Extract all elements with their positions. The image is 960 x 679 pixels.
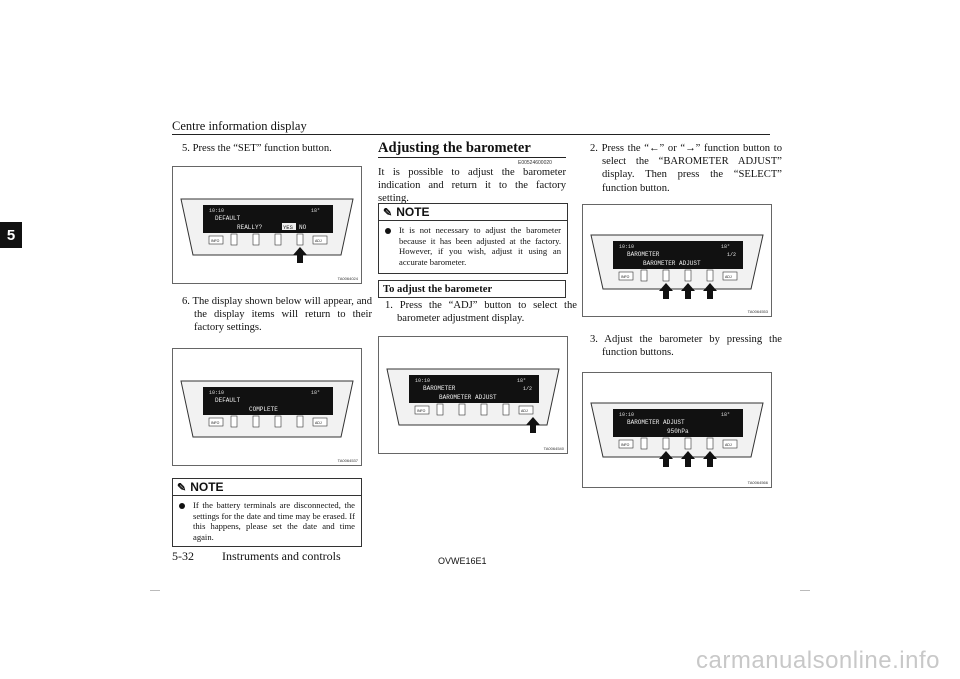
crop-mark — [800, 590, 810, 591]
display-line2: COMPLETE — [249, 406, 278, 413]
display-clock: 10:10 — [209, 208, 225, 214]
display-line1: DEFAULT — [215, 215, 241, 222]
note-text: It is not necessary to adjust the barometer because it has been adjusted at the factory. However, if you wish, adjust it using an accurate barometer. — [399, 225, 561, 267]
display-temp: 18° — [721, 412, 731, 418]
display-page: 1/2 — [727, 252, 737, 258]
display-clock: 10:10 — [619, 244, 635, 250]
figure-code: TA0064566 — [747, 480, 768, 485]
step-5: 5. Press the “SET” function button. — [182, 143, 332, 154]
header-rule — [172, 134, 770, 135]
figure-barometer-adjust-select — [582, 204, 772, 317]
section-code: E00524600020 — [518, 160, 552, 166]
figure-code: TA0064537 — [337, 458, 358, 463]
display-line1: BAROMETER — [627, 251, 660, 258]
display-yes: YES — [283, 224, 293, 231]
display-clock: 10:10 — [619, 412, 635, 418]
note-text: If the battery terminals are disconnected, the settings for the date and time may be erased. If this happens, please set the date and time again. — [193, 500, 355, 542]
display-line2: BAROMETER ADJUST — [439, 394, 497, 401]
display-illustration — [583, 373, 771, 487]
footer-section: Instruments and controls — [222, 549, 341, 563]
display-page: 1/2 — [523, 386, 533, 392]
display-temp: 18° — [721, 244, 731, 250]
adj-button: ADJ — [725, 443, 732, 447]
note-box-accuracy — [378, 203, 568, 274]
figure-code: TA0064553 — [747, 309, 768, 314]
note-body — [379, 221, 567, 271]
figure-barometer-select — [378, 336, 568, 454]
note-label: NOTE — [190, 480, 224, 494]
info-button: INFO — [621, 275, 630, 279]
adj-button: ADJ — [725, 275, 732, 279]
display-temp: 18° — [517, 378, 527, 384]
display-illustration — [379, 337, 567, 453]
note-label: NOTE — [396, 205, 430, 219]
step-2: 2. Press the “←” or “→” function button to select the “BAROMETER ADJUST” display. Then press the “SELECT” function button. — [590, 143, 782, 194]
display-temp: 18° — [311, 390, 321, 396]
figure-barometer-value — [582, 372, 772, 488]
display-line2: BAROMETER ADJUST — [643, 260, 701, 267]
bullet-icon — [385, 228, 391, 234]
watermark: carmanualsonline.info — [696, 647, 940, 674]
info-button: INFO — [211, 421, 220, 425]
figure-default-really — [172, 166, 362, 284]
note-body — [173, 496, 361, 546]
display-illustration — [173, 349, 361, 465]
info-button: INFO — [211, 239, 220, 243]
page-number: 5-32 — [172, 549, 194, 563]
figure-code: TA0064024 — [337, 276, 358, 281]
note-icon: ✎ — [177, 481, 187, 494]
adj-button: ADJ — [315, 421, 322, 425]
figure-default-complete — [172, 348, 362, 466]
crop-mark — [150, 590, 160, 591]
step-1: 1. Press the “ADJ” button to select the barometer adjustment display. — [385, 300, 577, 325]
running-header: Centre information display — [172, 119, 307, 133]
manual-code: OVWE16E1 — [438, 556, 487, 566]
display-line2: 950hPa — [667, 428, 689, 435]
step-3: 3. Adjust the barometer by pressing the function buttons. — [590, 334, 782, 359]
bullet-icon — [179, 503, 185, 509]
chapter-tab: 5 — [0, 222, 22, 248]
display-line2: REALLY? — [237, 224, 263, 231]
section-title: Adjusting the barometer — [378, 140, 531, 156]
display-no: NO — [299, 224, 307, 231]
info-button: INFO — [621, 443, 630, 447]
note-icon: ✎ — [383, 206, 393, 219]
display-line1: DEFAULT — [215, 397, 241, 404]
display-temp: 18° — [311, 208, 321, 214]
display-illustration — [583, 205, 771, 316]
adj-button: ADJ — [315, 239, 322, 243]
subheading: To adjust the barometer — [378, 280, 566, 298]
display-line1: BAROMETER — [423, 385, 456, 392]
adj-button: ADJ — [521, 409, 528, 413]
note-header — [173, 479, 361, 496]
section-rule — [378, 157, 566, 158]
section-intro: It is possible to adjust the barometer indication and return it to the factory setting. — [378, 167, 566, 205]
display-clock: 10:10 — [209, 390, 225, 396]
note-header — [379, 204, 567, 221]
display-illustration — [173, 167, 361, 283]
figure-code: TA0064540 — [543, 446, 564, 451]
note-box-battery — [172, 478, 362, 547]
display-line1: BAROMETER ADJUST — [627, 419, 685, 426]
step-6: 6. The display shown below will appear, and the display items will return to their factory settings. — [182, 296, 372, 334]
info-button: INFO — [417, 409, 426, 413]
display-clock: 10:10 — [415, 378, 431, 384]
